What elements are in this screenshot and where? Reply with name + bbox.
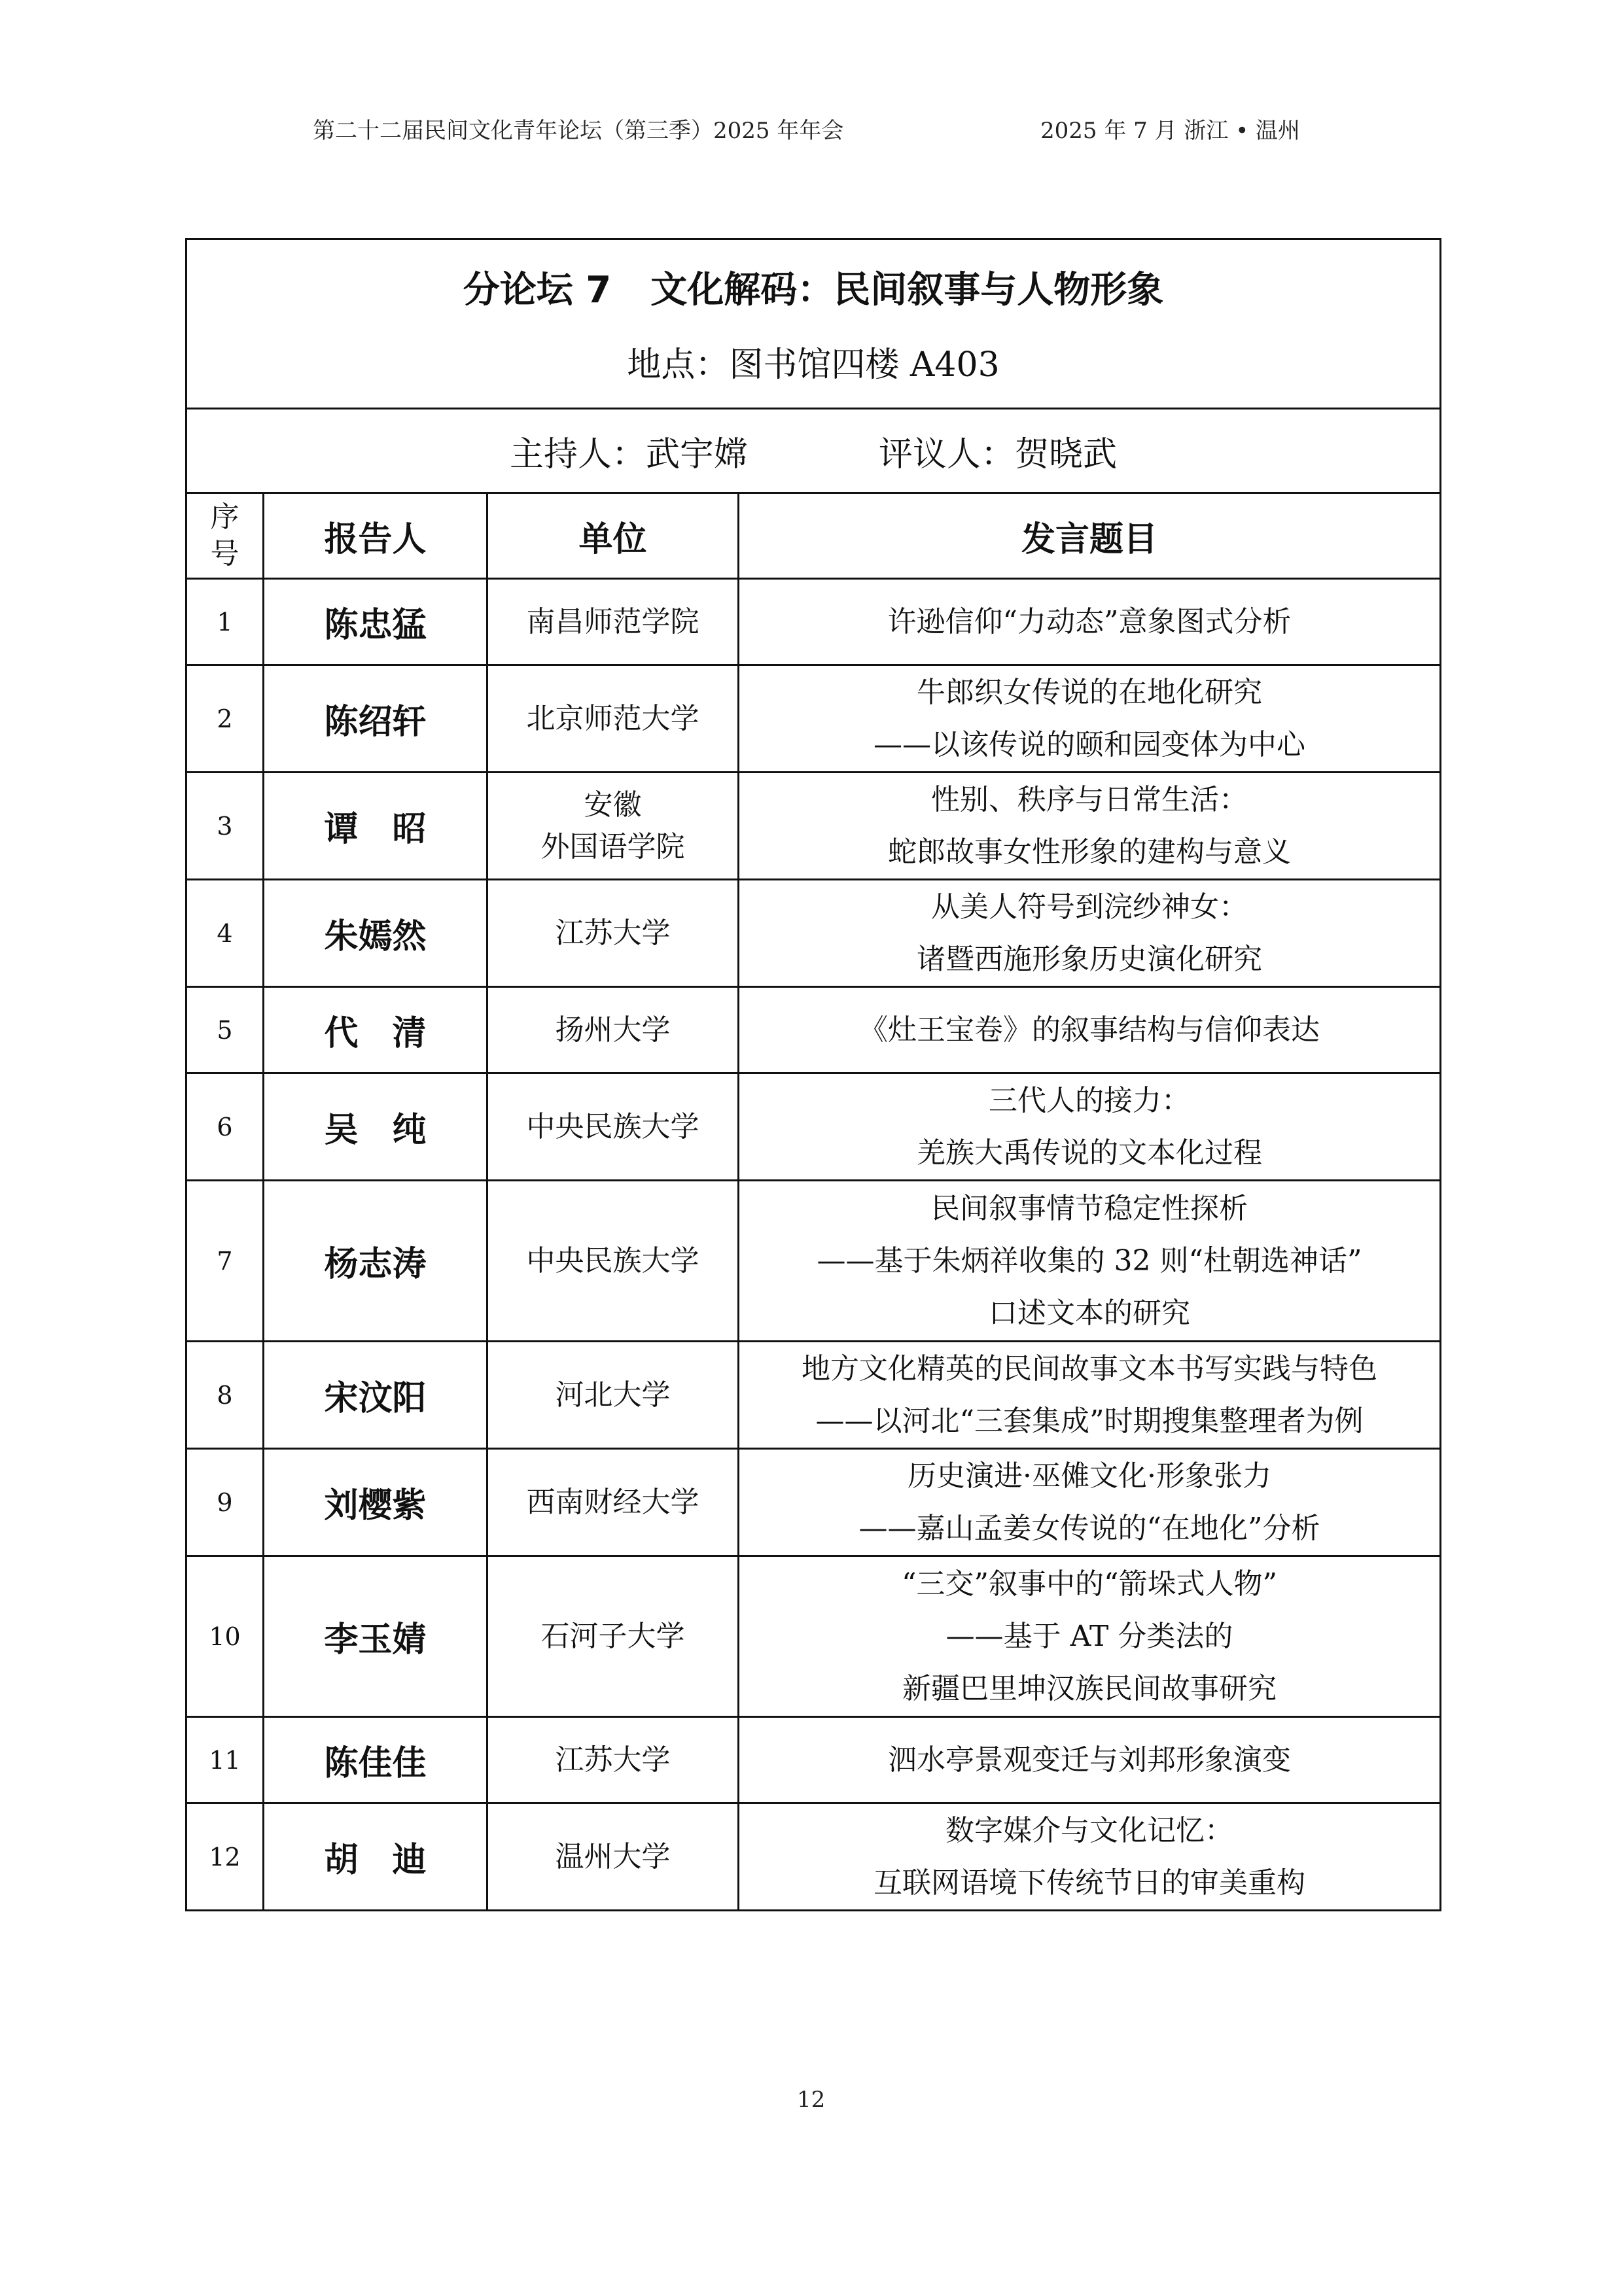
talk-topic bbox=[739, 773, 1441, 880]
row-number: 6 bbox=[186, 1073, 264, 1181]
topic-line: 《灶王宝卷》的叙事结构与信仰表达 bbox=[859, 1013, 1320, 1047]
presenter-name: 谭 昭 bbox=[264, 773, 487, 880]
row-number: 4 bbox=[186, 880, 264, 987]
table-row bbox=[186, 1556, 1441, 1717]
topic-line: 性别、秩序与日常生活： bbox=[931, 782, 1248, 816]
presenter-name: 陈绍轩 bbox=[264, 665, 487, 773]
presenter-unit bbox=[487, 1803, 739, 1911]
unit-line: 河北大学 bbox=[555, 1378, 671, 1412]
table-row bbox=[186, 987, 1441, 1073]
presenter-name: 胡 迪 bbox=[264, 1803, 487, 1911]
roles-cell bbox=[186, 409, 1441, 493]
forum-theme: 文化解码：民间叙事与人物形象 bbox=[650, 269, 1164, 311]
column-header-unit: 单位 bbox=[487, 493, 739, 579]
forum-title bbox=[187, 260, 1439, 321]
talk-topic bbox=[739, 1181, 1441, 1342]
table-row bbox=[186, 665, 1441, 773]
topic-line: ——基于朱炳祥收集的 32 则“杜朝选神话” bbox=[817, 1244, 1362, 1278]
table-row bbox=[186, 773, 1441, 880]
forum-location: 地点：图书馆四楼 A403 bbox=[627, 345, 1000, 385]
presenter-unit bbox=[487, 1181, 739, 1342]
topic-line: ——以河北“三套集成”时期搜集整理者为例 bbox=[815, 1404, 1364, 1438]
topic-line: 三代人的接力： bbox=[989, 1083, 1191, 1117]
forum-schedule-table bbox=[185, 238, 1441, 1911]
host: 主持人：武宇嫦 bbox=[510, 434, 749, 474]
table-row bbox=[186, 1073, 1441, 1181]
topic-line: 羌族大禹传说的文本化过程 bbox=[917, 1136, 1263, 1170]
unit-line: 中央民族大学 bbox=[526, 1244, 699, 1278]
presenter-unit bbox=[487, 987, 739, 1073]
unit-line: 外国语学院 bbox=[540, 829, 685, 863]
presenter-name: 刘樱紫 bbox=[264, 1449, 487, 1556]
unit-line: 西南财经大学 bbox=[526, 1485, 699, 1519]
forum-number: 分论坛 7 bbox=[463, 269, 612, 311]
topic-line: 牛郎织女传说的在地化研究 bbox=[917, 675, 1263, 709]
unit-line: 江苏大学 bbox=[555, 1743, 671, 1777]
presenter-name: 吴 纯 bbox=[264, 1073, 487, 1181]
table-row bbox=[186, 1803, 1441, 1911]
presenter-name: 杨志涛 bbox=[264, 1181, 487, 1342]
unit-line: 安徽 bbox=[584, 788, 642, 822]
topic-line: 互联网语境下传统节日的审美重构 bbox=[874, 1866, 1306, 1900]
presenter-unit bbox=[487, 1717, 739, 1803]
row-number: 8 bbox=[186, 1342, 264, 1449]
column-header-seq: 序 号 bbox=[186, 493, 264, 579]
row-number: 12 bbox=[186, 1803, 264, 1911]
topic-line: “三交”叙事中的“箭垛式人物” bbox=[902, 1567, 1277, 1601]
topic-line: 泗水亭景观变迁与刘邦形象演变 bbox=[888, 1743, 1292, 1777]
unit-line: 温州大学 bbox=[555, 1839, 671, 1873]
talk-topic bbox=[739, 579, 1441, 665]
unit-line: 江苏大学 bbox=[555, 916, 671, 950]
talk-topic bbox=[739, 1449, 1441, 1556]
talk-topic bbox=[739, 1073, 1441, 1181]
topic-line: 民间叙事情节稳定性探析 bbox=[931, 1191, 1248, 1225]
talk-topic bbox=[739, 1717, 1441, 1803]
page-number: 12 bbox=[797, 2087, 826, 2113]
column-header-topic: 发言题目 bbox=[739, 493, 1441, 579]
presenter-name: 陈忠猛 bbox=[264, 579, 487, 665]
row-number: 7 bbox=[186, 1181, 264, 1342]
row-number: 10 bbox=[186, 1556, 264, 1717]
topic-line: ——以该传说的颐和园变体为中心 bbox=[874, 727, 1306, 761]
table-row bbox=[186, 1449, 1441, 1556]
topic-line: 历史演进·巫傩文化·形象张力 bbox=[908, 1459, 1271, 1493]
running-header-left: 第二十二届民间文化青年论坛（第三季）2025 年年会 bbox=[313, 118, 844, 144]
table-row bbox=[186, 880, 1441, 987]
presenter-name: 宋汶阳 bbox=[264, 1342, 487, 1449]
presenter-unit bbox=[487, 1342, 739, 1449]
topic-line: ——基于 AT 分类法的 bbox=[945, 1619, 1233, 1653]
column-header-presenter: 报告人 bbox=[264, 493, 487, 579]
row-number: 5 bbox=[186, 987, 264, 1073]
forum-title-cell bbox=[186, 239, 1441, 409]
topic-line: 数字媒介与文化记忆： bbox=[945, 1813, 1234, 1847]
table-row bbox=[186, 579, 1441, 665]
presenter-unit bbox=[487, 880, 739, 987]
talk-topic bbox=[739, 1556, 1441, 1717]
commentator: 评议人：贺晓武 bbox=[879, 434, 1118, 474]
table-row bbox=[186, 1342, 1441, 1449]
presenter-unit bbox=[487, 773, 739, 880]
talk-topic bbox=[739, 987, 1441, 1073]
presenter-unit bbox=[487, 1556, 739, 1717]
presenter-unit bbox=[487, 579, 739, 665]
presenter-name: 朱嫣然 bbox=[264, 880, 487, 987]
unit-line: 北京师范大学 bbox=[526, 701, 699, 735]
talk-topic bbox=[739, 665, 1441, 773]
row-number: 2 bbox=[186, 665, 264, 773]
unit-line: 扬州大学 bbox=[555, 1013, 671, 1047]
presenter-name: 李玉婧 bbox=[264, 1556, 487, 1717]
table-row bbox=[186, 1181, 1441, 1342]
presenter-name: 代 清 bbox=[264, 987, 487, 1073]
topic-line: 从美人符号到浣纱神女： bbox=[931, 890, 1248, 924]
talk-topic bbox=[739, 1803, 1441, 1911]
topic-line: 地方文化精英的民间故事文本书写实践与特色 bbox=[802, 1351, 1378, 1385]
row-number: 11 bbox=[186, 1717, 264, 1803]
topic-line: 新疆巴里坤汉族民间故事研究 bbox=[902, 1671, 1277, 1705]
row-number: 3 bbox=[186, 773, 264, 880]
presenter-unit bbox=[487, 1449, 739, 1556]
unit-line: 石河子大学 bbox=[540, 1619, 685, 1653]
topic-line: 蛇郎故事女性形象的建构与意义 bbox=[888, 835, 1292, 869]
topic-line: 许逊信仰“力动态”意象图式分析 bbox=[887, 604, 1292, 638]
topic-line: ——嘉山孟姜女传说的“在地化”分析 bbox=[858, 1511, 1320, 1545]
topic-line: 诸暨西施形象历史演化研究 bbox=[917, 942, 1263, 976]
table-row bbox=[186, 1717, 1441, 1803]
presenter-unit bbox=[487, 665, 739, 773]
presenter-unit bbox=[487, 1073, 739, 1181]
column-header-row bbox=[186, 493, 1441, 579]
row-number: 1 bbox=[186, 579, 264, 665]
unit-line: 中央民族大学 bbox=[526, 1109, 699, 1143]
running-header-right: 2025 年 7 月 浙江 • 温州 bbox=[1040, 118, 1301, 144]
talk-topic bbox=[739, 880, 1441, 987]
presenter-name: 陈佳佳 bbox=[264, 1717, 487, 1803]
unit-line: 南昌师范学院 bbox=[526, 604, 699, 638]
row-number: 9 bbox=[186, 1449, 264, 1556]
topic-line: 口述文本的研究 bbox=[989, 1296, 1191, 1330]
talk-topic bbox=[739, 1342, 1441, 1449]
